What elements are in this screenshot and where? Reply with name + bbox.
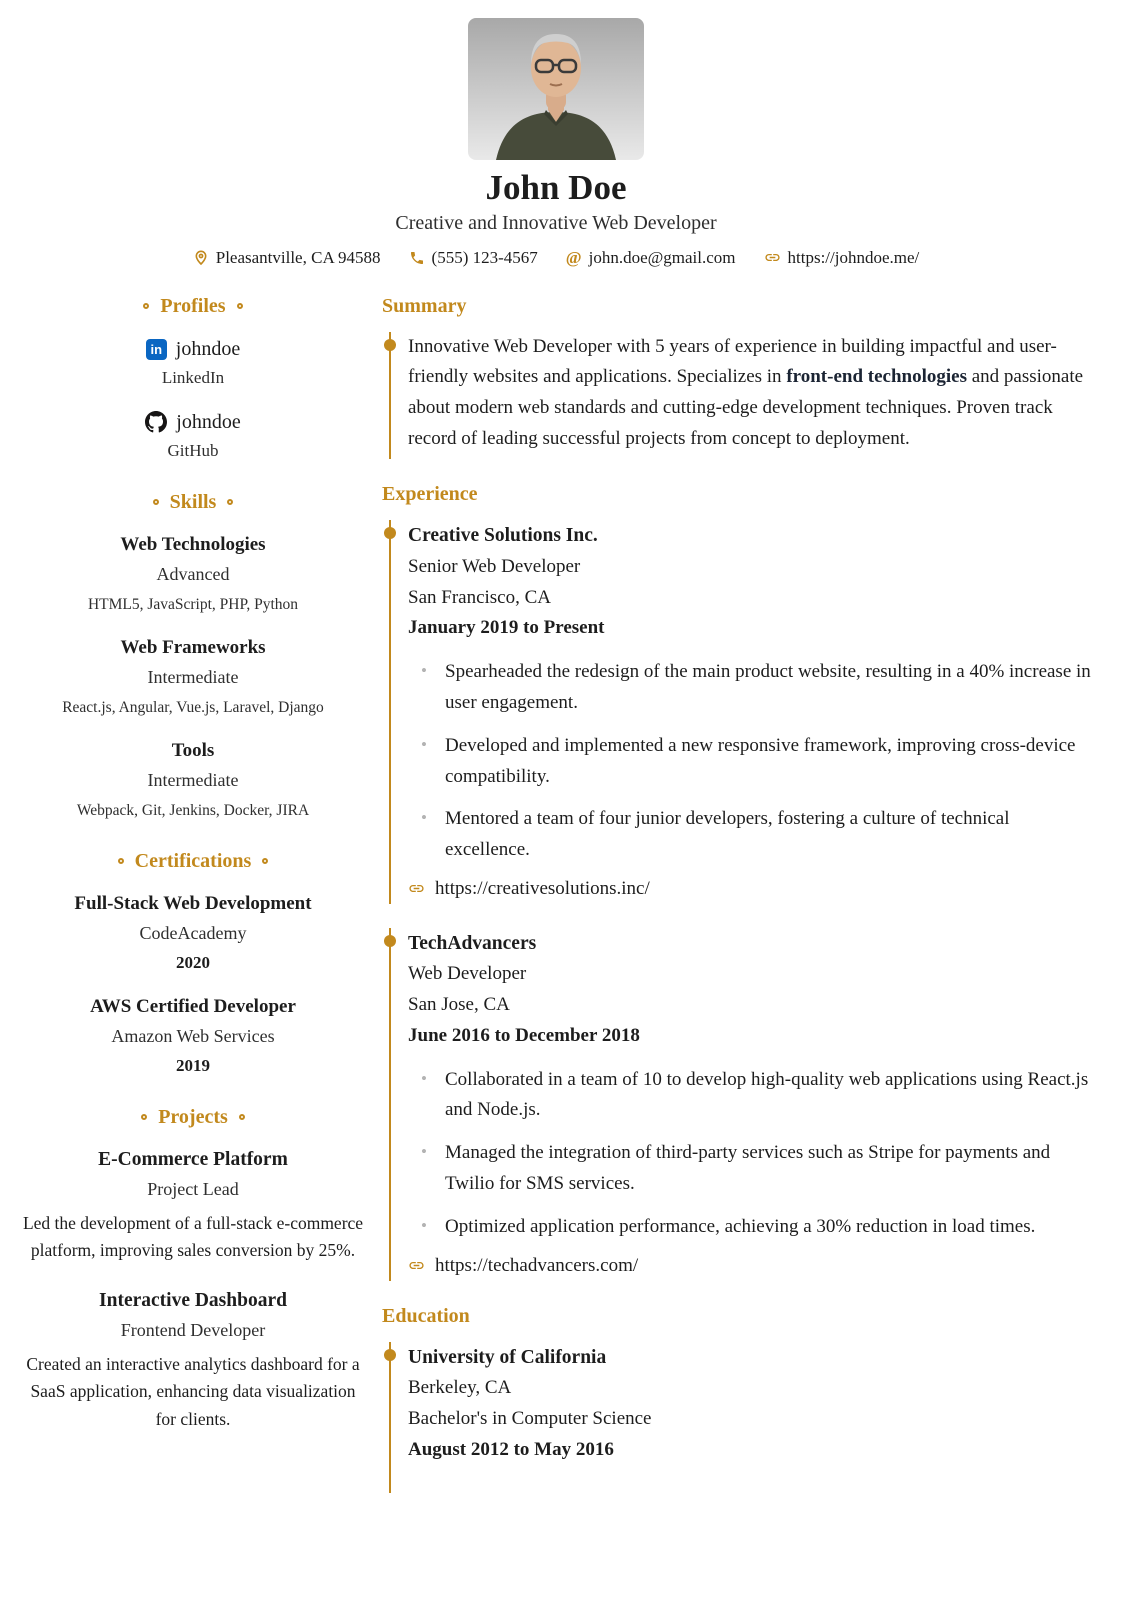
contact-row xyxy=(20,248,1092,268)
section-skills xyxy=(20,491,366,820)
certification-item xyxy=(20,893,366,973)
skill-level: Intermediate xyxy=(147,666,239,687)
section-projects xyxy=(20,1106,366,1434)
linkedin-network-label: LinkedIn xyxy=(161,367,225,387)
experience-heading: Experience xyxy=(382,483,478,506)
job-location: San Francisco, CA xyxy=(408,586,552,608)
certifications-heading xyxy=(20,850,366,873)
project-role: Frontend Developer xyxy=(120,1319,266,1340)
company-name: Creative Solutions Inc. xyxy=(408,525,598,547)
certifications-heading-text: Certifications xyxy=(134,849,252,872)
profile-photo xyxy=(468,18,644,160)
contact-website[interactable] xyxy=(764,248,920,268)
summary-timeline-entry xyxy=(389,332,1092,460)
job-location: San Jose, CA xyxy=(408,994,510,1016)
job-bullet-list xyxy=(408,657,1092,866)
headline: Creative and Innovative Web Developer xyxy=(395,211,717,234)
experience-entry xyxy=(389,520,1092,903)
job-dates: June 2016 to December 2018 xyxy=(408,1024,640,1046)
contact-phone xyxy=(409,248,538,268)
section-certifications xyxy=(20,850,366,1076)
skill-name: Tools xyxy=(171,739,215,761)
company-link-text: https://creativesolutions.inc/ xyxy=(435,877,650,899)
link-icon xyxy=(408,880,425,897)
job-bullet: • Collaborated in a team of 10 to develop high-quality web applications using React.js and Node.js. xyxy=(408,1065,1092,1127)
profile-github[interactable] xyxy=(20,411,366,461)
job-dates: January 2019 to Present xyxy=(408,617,605,639)
skill-name: Web Frameworks xyxy=(120,636,266,658)
github-username: johndoe xyxy=(176,410,241,433)
section-education xyxy=(382,1305,1092,1494)
institution-location: Berkeley, CA xyxy=(408,1377,512,1399)
certification-title: Full-Stack Web Development xyxy=(74,892,312,914)
job-bullet: • Optimized application performance, achieving a 30% reduction in load times. xyxy=(408,1212,1092,1243)
link-icon xyxy=(764,249,781,266)
section-experience xyxy=(382,483,1092,1280)
projects-heading xyxy=(20,1106,366,1129)
section-summary xyxy=(382,295,1092,460)
job-position: Web Developer xyxy=(408,963,527,985)
linkedin-icon: in xyxy=(146,339,167,360)
summary-paragraph xyxy=(408,332,1092,460)
skill-keywords: Webpack, Git, Jenkins, Docker, JIRA xyxy=(76,801,310,819)
profiles-heading xyxy=(20,295,366,318)
education-heading: Education xyxy=(382,1304,470,1327)
contact-email[interactable] xyxy=(566,248,736,268)
skill-group xyxy=(20,740,366,820)
email-icon: @ xyxy=(565,248,582,267)
company-name: TechAdvancers xyxy=(408,932,537,954)
heading-decoration-icon xyxy=(141,1114,147,1120)
contact-email-text: john.doe@gmail.com xyxy=(588,247,736,267)
linkedin-username: johndoe xyxy=(175,337,241,360)
summary-text-part: Innovative Web Developer with 5 years of experience in building impactful and user-friendly websites and applications. Specializes in xyxy=(408,335,1057,388)
job-bullet: • Developed and implemented a new responsive framework, improving cross-device compatibility. xyxy=(408,731,1092,793)
project-name: E-Commerce Platform xyxy=(98,1148,288,1170)
education-entry xyxy=(389,1342,1092,1494)
project-name: Interactive Dashboard xyxy=(99,1289,287,1311)
certification-issuer: CodeAcademy xyxy=(139,922,247,943)
project-description: Created an interactive analytics dashboard for a SaaS application, enhancing data visualization for clients. xyxy=(26,1353,360,1430)
project-description: Led the development of a full-stack e-commerce platform, improving sales conversion by 25%. xyxy=(22,1212,364,1261)
job-bullet-list xyxy=(408,1065,1092,1243)
main-column xyxy=(382,295,1092,1518)
certification-item xyxy=(20,996,366,1076)
certification-title: AWS Certified Developer xyxy=(90,995,296,1017)
skills-heading-text: Skills xyxy=(169,490,217,513)
sidebar xyxy=(20,295,366,1518)
resume-header xyxy=(20,18,1092,268)
job-bullet: • Managed the integration of third-party services such as Stripe for payments and Twilio for SMS services. xyxy=(408,1138,1092,1200)
skill-name: Web Technologies xyxy=(120,533,266,555)
degree: Bachelor's in Computer Science xyxy=(408,1407,652,1429)
skill-keywords: React.js, Angular, Vue.js, Laravel, Django xyxy=(62,698,324,716)
certification-date: 2020 xyxy=(176,952,210,972)
skill-level: Intermediate xyxy=(147,769,239,790)
summary-text-part: and passionate about modern web standards and cutting-edge development techniques. Proven track record of leading successful projects from concept to deployment. xyxy=(408,366,1084,450)
heading-decoration-icon xyxy=(237,303,243,309)
company-link[interactable] xyxy=(408,1255,1092,1281)
project-item xyxy=(20,1290,366,1434)
institution-name: University of California xyxy=(408,1346,607,1368)
heading-decoration-icon xyxy=(153,499,159,505)
job-bullet: • Mentored a team of four junior developers, fostering a culture of technical excellence. xyxy=(408,804,1092,866)
link-icon xyxy=(408,1257,425,1274)
skill-group xyxy=(20,534,366,614)
summary-text-bold: front-end technologies xyxy=(786,366,967,388)
company-link-text: https://techadvancers.com/ xyxy=(435,1254,639,1276)
profiles-heading-text: Profiles xyxy=(160,294,226,317)
skill-level: Advanced xyxy=(156,563,230,584)
project-item xyxy=(20,1149,366,1265)
certification-issuer: Amazon Web Services xyxy=(111,1025,275,1046)
heading-decoration-icon xyxy=(239,1114,245,1120)
skill-keywords: HTML5, JavaScript, PHP, Python xyxy=(87,595,299,613)
profile-linkedin[interactable] xyxy=(20,338,366,388)
github-icon xyxy=(145,411,167,433)
github-network-label: GitHub xyxy=(167,440,219,460)
summary-heading: Summary xyxy=(382,294,467,317)
contact-location xyxy=(193,248,381,268)
skill-group xyxy=(20,637,366,717)
contact-phone-text: (555) 123-4567 xyxy=(431,247,538,267)
heading-decoration-icon xyxy=(227,499,233,505)
certification-date: 2019 xyxy=(176,1055,210,1075)
skills-heading xyxy=(20,491,366,514)
job-bullet: • Spearheaded the redesign of the main product website, resulting in a 40% increase in user engagement. xyxy=(408,657,1092,719)
education-dates: August 2012 to May 2016 xyxy=(408,1438,614,1460)
phone-icon xyxy=(409,250,425,266)
contact-website-text: https://johndoe.me/ xyxy=(787,247,920,267)
project-role: Project Lead xyxy=(147,1178,239,1199)
heading-decoration-icon xyxy=(143,303,149,309)
heading-decoration-icon xyxy=(118,858,124,864)
contact-location-text: Pleasantville, CA 94588 xyxy=(215,247,381,267)
projects-heading-text: Projects xyxy=(158,1105,228,1128)
location-icon xyxy=(193,249,209,267)
page-title: John Doe xyxy=(485,168,627,207)
job-position: Senior Web Developer xyxy=(408,555,581,577)
section-profiles xyxy=(20,295,366,461)
heading-decoration-icon xyxy=(262,858,268,864)
company-link[interactable] xyxy=(408,878,1092,904)
experience-entry xyxy=(389,928,1092,1281)
